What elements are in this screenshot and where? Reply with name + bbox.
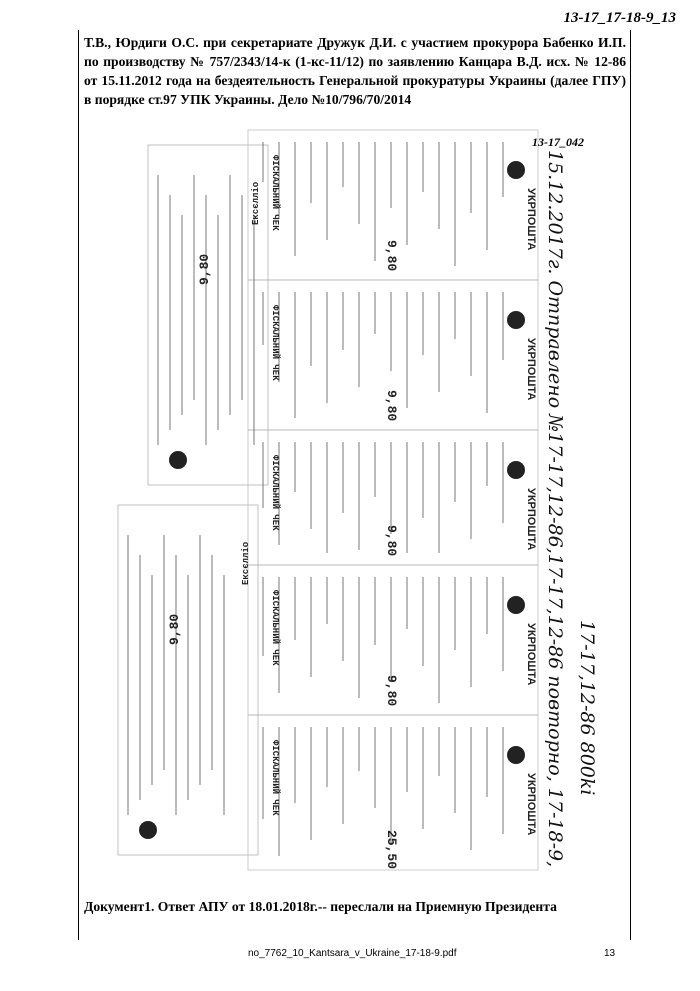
ukrposhta-brand-text: УКРПОШТА (525, 623, 537, 686)
ukrposhta-logo-icon (507, 746, 525, 764)
receipt-footer-label: Ексєлліо (241, 541, 251, 585)
receipt-fiscal-label: ФІСКАЛЬНИЙ ЧЕК (270, 305, 280, 381)
receipt-total-value: 9,80 (384, 525, 399, 557)
ukrposhta-brand-text: УКРПОШТА (525, 773, 537, 836)
receipt-total-value: 9,80 (197, 253, 212, 285)
scanned-receipts-image (88, 125, 608, 885)
document-note: Документ1. Ответ АПУ от 18.01.2018г.-- переслали на Приемную Президента (84, 899, 557, 914)
ukrposhta-brand-text: УКРПОШТА (525, 188, 537, 251)
receipt-total-value: 9,80 (167, 613, 182, 645)
page-reference-number: 13-17_17-18-9_13 (563, 10, 676, 26)
ukrposhta-logo-icon (507, 461, 525, 479)
receipt-total-value: 9,80 (384, 390, 399, 422)
receipt-fiscal-label: ФІСКАЛЬНИЙ ЧЕК (270, 740, 280, 816)
ukrposhta-logo-icon (507, 596, 525, 614)
receipt-footer-label: Ексєлліо (251, 181, 261, 225)
header-paragraph: Т.В., Юрдиги О.С. при секретариате Дружук Д.И. с участием прокурора Бабенко И.П. по производству № 757/2343/14-к (1-кс-11/12) по заявлению Канцара В.Д. исх. № 12-86 от 15.11.2012 года на бездеятельность Генеральной прокуратуры Украины (далее ГПУ) в порядке ст.97 УПК Украины. Дело №10/796/70/2014 (84, 35, 626, 107)
receipts-scan-graphic (88, 125, 608, 885)
receipt-fiscal-label: ФІСКАЛЬНИЙ ЧЕК (270, 155, 280, 231)
footer-filename: no_7762_10_Kantsara_v_Ukraine_17-18-9.pdf (248, 948, 457, 959)
handwritten-line-2: 17-17,12-86 800ki (576, 620, 598, 796)
receipt-fiscal-label: ФІСКАЛЬНИЙ ЧЕК (270, 590, 280, 666)
footer-page-number: 13 (604, 948, 616, 959)
receipt-fiscal-label: ФІСКАЛЬНИЙ ЧЕК (270, 455, 280, 531)
ukrposhta-logo-icon (507, 161, 525, 179)
ukrposhta-brand-text: УКРПОШТА (525, 488, 537, 551)
left-frame-line (78, 30, 79, 940)
receipt-left-top (148, 145, 268, 485)
handwritten-line-1: 15.12.2017г. Отправлено №17-17,12-86,17-17,12-86 повторно, 17-18-9, (544, 150, 566, 868)
receipt-total-value: 9,80 (384, 675, 399, 707)
ukrposhta-logo-icon (139, 821, 157, 839)
receipt-total-value: 25,50 (384, 830, 399, 870)
scan-stamp-label: 13-17_042 (532, 135, 584, 149)
ukrposhta-logo-icon (169, 451, 187, 469)
right-frame-line (630, 30, 631, 940)
receipt-total-value: 9,80 (384, 240, 399, 272)
ukrposhta-logo-icon (507, 311, 525, 329)
handwritten-annotation (544, 150, 608, 870)
ukrposhta-brand-text: УКРПОШТА (525, 338, 537, 401)
